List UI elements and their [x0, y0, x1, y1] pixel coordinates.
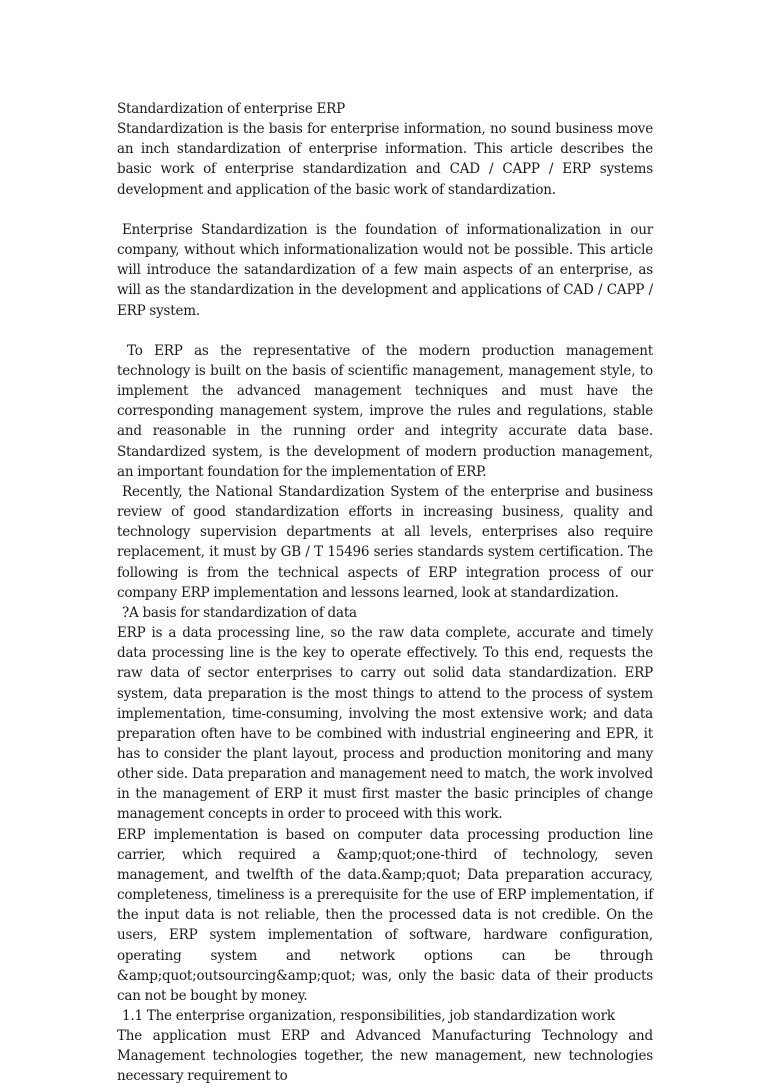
paragraph-spacer	[117, 200, 653, 220]
body-paragraph: ERP is a data processing line, so the raw data complete, accurate and timely data processing line is the key to operate effectively. To this end, requests the raw data of sector enterprises to carry out solid data standardization. ERP system, data preparation is the most things to attend to the process of system implementation, time-consuming, involving the most extensive work; and data preparation often have to be combined with industrial engineering and EPR, it has to consider the plant layout, process and production monitoring and many other side. Data preparation and management need to match, the work involved in the management of ERP it must first master the basic principles of change management concepts in order to proceed with this work.	[117, 625, 653, 823]
document-title: Standardization of enterprise ERP	[117, 101, 346, 117]
body-paragraph: Recently, the National Standardization System of the enterprise and business review of good standardization efforts in increasing business, quality and technology supervision departments at all levels, enterprises also require replacement, it must by GB / T 15496 series standards system certification. The following is from the technical aspects of ERP integration process of our company ERP implementation and lessons learned, look at standardization.	[117, 483, 653, 601]
body-paragraph: ERP implementation is based on computer data processing production line carrier, which required a &amp;quot;one-third of technology, seven management, and twelfth of the data.&amp;quot; Data preparation accuracy, completeness, timeliness is a prerequisite for the use of ERP implementation, if the input data is not reliable, then the processed data is not credible. On the users, ERP system implementation of software, hardware configuration, operating system and network options can be through &amp;quot;outsourcing&amp;quot; was, only the basic data of their products can not be bought by money.	[117, 826, 653, 1004]
section-heading: ?A basis for standardization of data	[122, 604, 357, 621]
body-paragraph: The application must ERP and Advanced Manufacturing Technology and Management technologies together, the new management, new technologies necessary requirement to	[117, 1028, 653, 1085]
subsection-heading: 1.1 The enterprise organization, responsibilities, job standardization work	[122, 1008, 615, 1024]
paragraph-spacer	[117, 321, 653, 341]
document-page	[117, 99, 653, 1087]
body-paragraph: Enterprise Standardization is the foundation of informationalization in our company, without which informationalization would not be possible. This article will introduce the satandardization of a few main aspects of an enterprise, as will as the standardization in the development and applications of CAD / CAPP / ERP system.	[117, 221, 653, 319]
body-paragraph: To ERP as the representative of the modern production management technology is built on the basis of scientific management, management style, to implement the advanced management techniques and must have the corresponding management system, improve the rules and regulations, stable and reasonable in the running order and integrity accurate data base. Standardized system, is the development of modern production management, an important foundation for the implementation of ERP.	[117, 342, 653, 480]
intro-paragraph: Standardization is the basis for enterprise information, no sound business move an inch standardization of enterprise information. This article describes the basic work of enterprise standardization and CAD / CAPP / ERP systems development and application of the basic work of standardization.	[117, 121, 653, 198]
